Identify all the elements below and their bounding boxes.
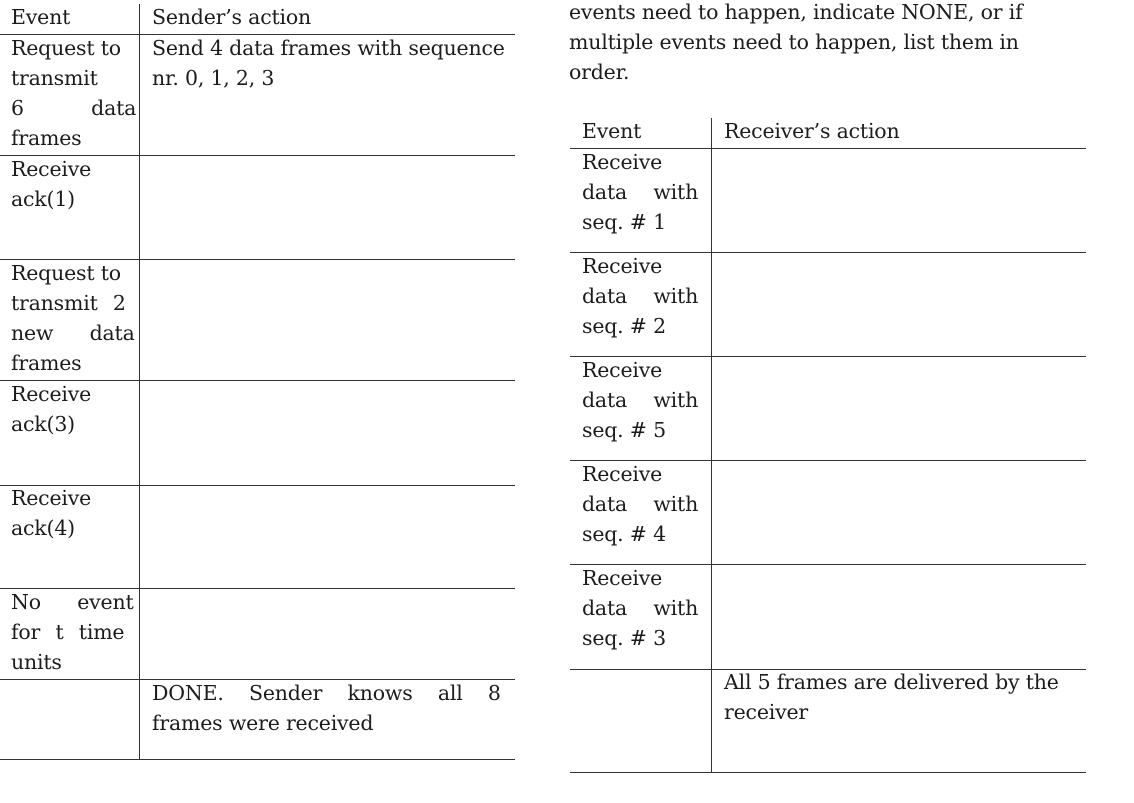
event-cell-line: Receive [582,150,663,174]
event-cell-line: units [11,650,62,674]
column-divider [711,118,712,772]
event-cell-line: seq. # 2 [582,314,666,338]
event-cell-line: ack(3) [11,412,75,436]
event-column-header: Event [11,5,71,29]
event-cell-line: ack(1) [11,187,75,211]
sender-action-column-header: Sender’s action [152,5,312,29]
event-word: Request to [11,36,121,60]
instructions-line: multiple events need to happen, list them in [569,30,1019,54]
event-cell-line [11,33,128,63]
event-cell-line: data with [582,180,699,204]
instructions-line: order. [569,60,630,84]
event-word: 6 data [11,96,137,120]
event-cell-line [11,93,137,123]
action-cell-line: DONE. Sender knows all 8 [152,681,501,705]
event-cell-line: No event [11,590,134,614]
event-cell-line: Request to [11,261,121,285]
receiver-action-column-header: Receiver’s action [724,119,900,143]
event-cell-line: data with [582,492,699,516]
event-cell-line: Receive [582,254,663,278]
event-cell-line: data with [582,596,699,620]
action-cell-line: frames were received [152,711,374,735]
event-cell-line: data with [582,388,699,412]
event-cell-line: for t time [11,620,125,644]
event-cell-line: seq. # 5 [582,418,666,442]
event-cell-line: frames [11,351,82,375]
event-cell-line: Receive [582,462,663,486]
event-cell-line: transmit 2 [11,291,126,315]
event-cell-line: seq. # 1 [582,210,666,234]
event-cell-line: Receive [582,358,663,382]
action-cell-line: receiver [724,700,809,724]
action-cell-line: Send 4 data frames with sequence [152,36,505,60]
event-cell-line: frames [11,126,82,150]
event-cell-line: ack(4) [11,516,75,540]
column-divider [139,4,140,759]
event-cell-line: Receive [11,382,92,406]
bottom-rule [0,759,515,760]
event-cell-line: seq. # 4 [582,522,666,546]
event-cell-line: new data [11,321,135,345]
event-cell-line: seq. # 3 [582,626,666,650]
event-cell-line: transmit [11,66,98,90]
event-cell-line: Receive [11,486,92,510]
event-cell-line: Receive [582,566,663,590]
event-cell-line: Receive [11,157,92,181]
action-cell-line: All 5 frames are delivered by the [724,670,1059,694]
event-cell-line: data with [582,284,699,308]
event-column-header: Event [582,119,642,143]
instructions-line: events need to happen, indicate NONE, or if [569,0,1023,24]
action-cell-line: nr. 0, 1, 2, 3 [152,66,275,90]
bottom-rule [570,772,1086,773]
